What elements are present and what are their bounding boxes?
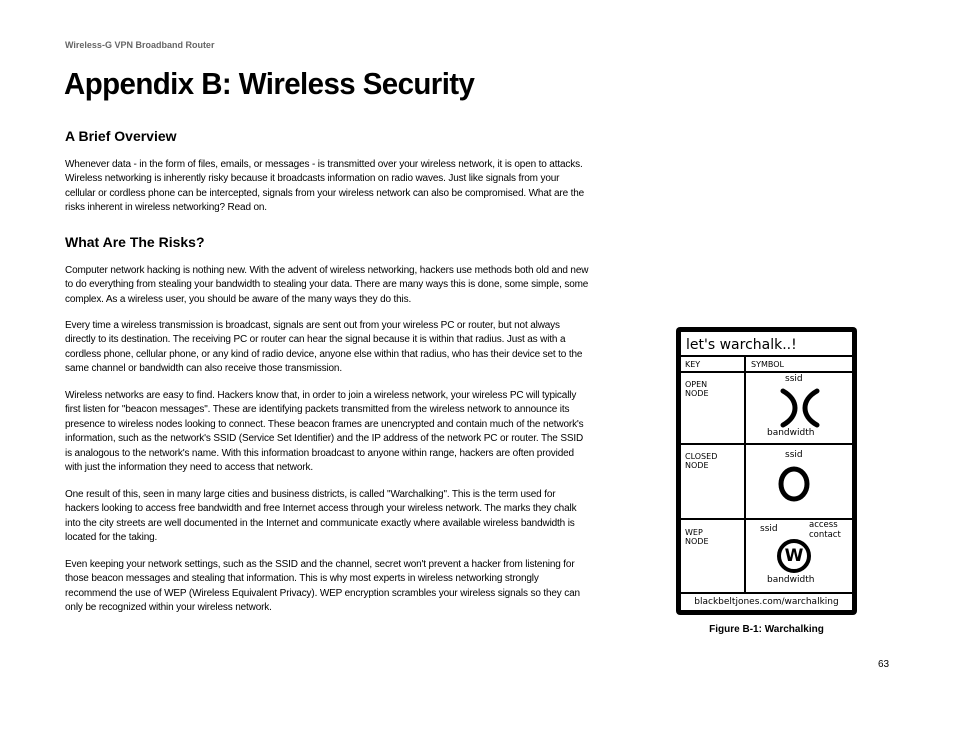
section-heading-risks: What Are The Risks? (65, 234, 205, 250)
paragraph: Wireless networks are easy to find. Hackers know that, in order to join a wireless network, your wireless PC will typically first listen for "beacon messages". These are identifying packets transmitted from the wireless network to announce its presence to wireless nodes looking to connect. These beacon frames are unencrypted and contain much of the network's information, such as the network's SSID (Service Set Identifier) and the IP address of the network PC or router. The SSID is analogous to the network's name. With this information broadcast to anyone within range, hackers are often provided with just the information they need to access that network. (65, 390, 584, 474)
wep-symbol-letter: W (784, 546, 804, 566)
page-number: 63 (878, 659, 890, 670)
symbol-label-ssid: ssid (785, 374, 803, 384)
back-to-back-arcs-icon (775, 388, 825, 428)
circled-w-icon (777, 539, 811, 573)
symbol-label-bandwidth: bandwidth (767, 575, 815, 585)
running-header: Wireless-G VPN Broadband Router (65, 40, 215, 50)
key-wep-node: WEP NODE (685, 528, 709, 546)
divider (681, 355, 852, 357)
circle-icon (777, 465, 811, 503)
symbol-label-ssid: ssid (760, 524, 778, 534)
symbol-label-ssid: ssid (785, 450, 803, 460)
section-heading-overview: A Brief Overview (65, 128, 177, 144)
paragraph: Every time a wireless transmission is broadcast, signals are sent out from your wireless PC or router, but not always directly to its destination. The receiving PC or router can hear the signal because it is within that radius. Just as with a cordless phone, cellular phone, or any kind of radio device, anyone else within that radius, who has their device set to the same channel or bandwidth can also receive those transmission. (65, 320, 583, 375)
paragraph: Even keeping your network settings, such as the SSID and the channel, secret won't prevent a hacker from listening for those beacon messages and stealing that information. This is why most experts in wireless networking strongly recommend the use of WEP (Wireless Equivalent Privacy). WEP encryption scrambles your wireless signals so they can only be recognized within your wireless network. (65, 559, 580, 614)
divider (681, 443, 852, 445)
divider (744, 355, 746, 594)
symbol-label-access-contact: access contact (809, 520, 841, 540)
divider (681, 371, 852, 373)
paragraph: Computer network hacking is nothing new. With the advent of wireless networking, hackers use methods both old and new to do everything from stealing your bandwidth to stealing your data. There are many ways this is done, some simple, some complex. As a wireless user, you should be aware of the many ways they do this. (65, 265, 589, 305)
figure-source-url: blackbeltjones.com/warchalking (694, 597, 839, 607)
key-open-node: OPEN NODE (685, 380, 709, 398)
figure-title: let's warchalk..! (686, 337, 797, 353)
paragraph: One result of this, seen in many large cities and business districts, is called "Warchalking". This is the term used for hackers looking to access free bandwidth and free Internet access through your wireless network. The marks they chalk into the city streets are well documented in the Internet and communicate exactly where available wireless bandwidth is located for the taking. (65, 489, 577, 544)
page-title: Appendix B: Wireless Security (64, 66, 475, 101)
paragraph: Whenever data - in the form of files, emails, or messages - is transmitted over your wireless network, it is open to attacks. Wireless networking is inherently risky because it broadcasts information on radio waves. Just like signals from your cellular or cordless phone can be intercepted, signals from your wireless network can also be compromised. What are the risks inherent in wireless networking? Read on. (65, 159, 585, 214)
column-header-key: KEY (685, 360, 701, 369)
key-closed-node: CLOSED NODE (685, 452, 718, 470)
figure-caption: Figure B-1: Warchalking (709, 624, 824, 635)
column-header-symbol: SYMBOL (751, 360, 784, 369)
warchalking-figure (676, 327, 857, 615)
divider (681, 592, 852, 594)
symbol-label-bandwidth: bandwidth (767, 428, 815, 438)
